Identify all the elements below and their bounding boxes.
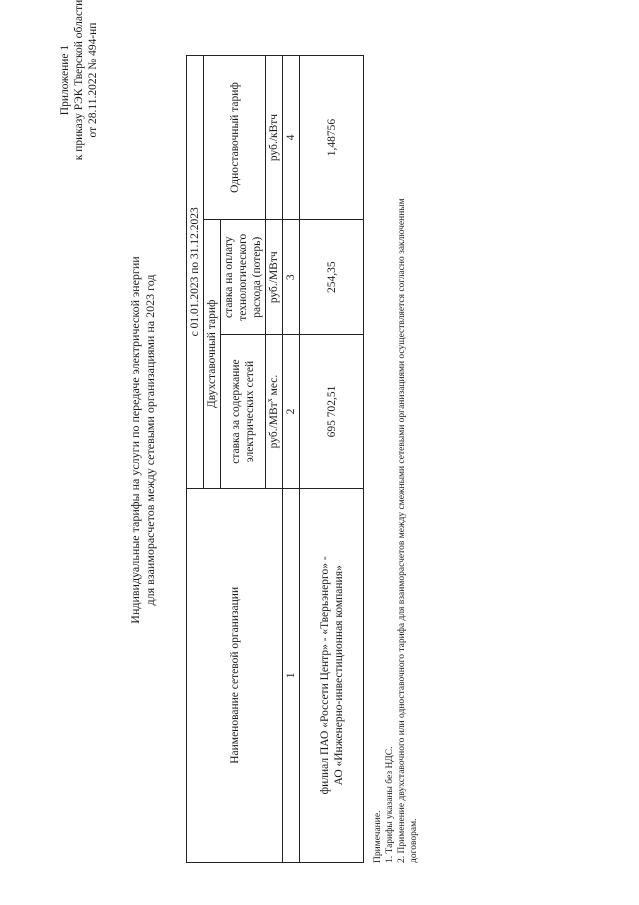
note-item-1: 1. Тарифы указаны без НДС. <box>385 746 395 863</box>
one-part-tariff-header: Одноставочный тариф <box>204 56 266 220</box>
maintenance-rate-unit: руб./МВт$^х$ мес. <box>266 335 283 488</box>
two-part-tariff-header: Двухставочный тариф <box>204 220 221 489</box>
title-line-2: для взаиморасчетов между сетевыми организациями на 2023 год <box>143 274 157 606</box>
document-title <box>128 205 158 675</box>
note-item-2: 2. Применение двухставочного или одноставочного тарифа для взаиморасчетов между смежными сетевыми организациями осуществляется согласно заключенным <box>397 198 407 863</box>
column-number-1: 1 <box>283 488 300 862</box>
notes-section <box>372 63 420 863</box>
notes-heading: Примечание. <box>373 810 383 863</box>
table-row <box>300 56 364 863</box>
organization-name: филиал ПАО «Россети Центр» - «Тверьэнерго» - АО «Инженерно-инвестиционная компания» <box>300 488 364 862</box>
one-part-tariff-value: 1,48756 <box>300 56 364 220</box>
org-name-header: Наименование сетевой организации <box>187 488 283 862</box>
maintenance-rate-header: ставка за содержание электрических сетей <box>221 335 266 488</box>
appendix-order: к приказу РЭК Тверской области <box>73 0 85 161</box>
period-header: с 01.01.2023 по 31.12.2023 <box>187 56 204 489</box>
losses-rate-unit: руб./МВтч <box>266 220 283 335</box>
column-number-4: 4 <box>283 56 300 220</box>
losses-rate-header: ставка на оплату технологического расхода (потерь) <box>221 220 266 335</box>
maintenance-rate-value: 695 702,51 <box>300 335 364 488</box>
one-part-tariff-unit: руб./кВтч <box>266 56 283 220</box>
header-row-period <box>187 56 204 863</box>
tariff-table <box>186 55 364 863</box>
title-line-1: Индивидуальные тарифы на услуги по передаче электрической энергии <box>128 256 142 624</box>
appendix-reference <box>58 0 100 195</box>
appendix-number: Приложение 1 <box>59 44 71 116</box>
losses-rate-value: 254,35 <box>300 220 364 335</box>
column-number-row <box>283 56 300 863</box>
note-item-2-continuation: договорам. <box>409 818 419 863</box>
appendix-date: от 28.11.2022 № 494-нп <box>87 22 99 138</box>
column-number-3: 3 <box>283 220 300 335</box>
column-number-2: 2 <box>283 335 300 488</box>
